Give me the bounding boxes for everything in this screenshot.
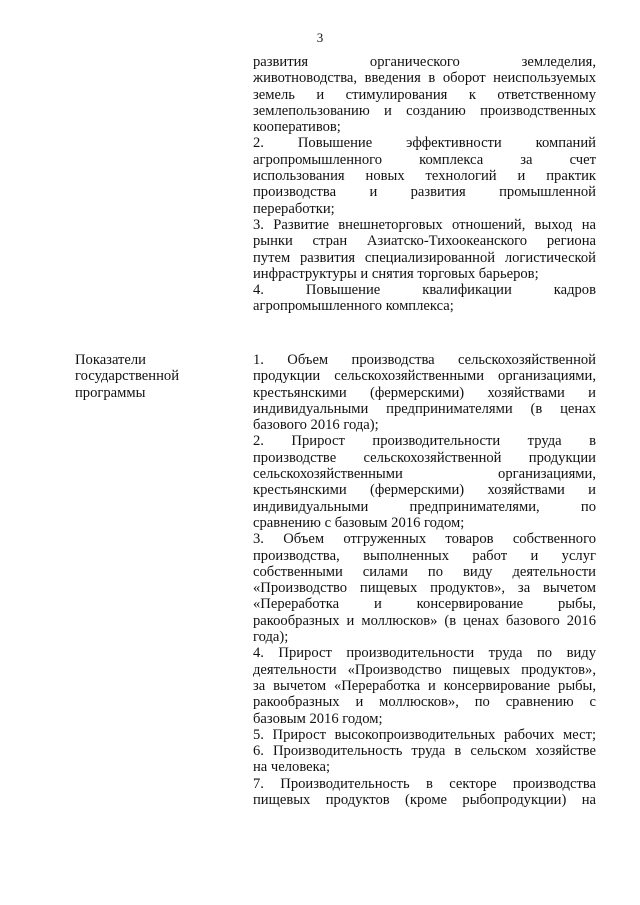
text-line: крестьянскими (фермерскими) хозяйствами и bbox=[253, 482, 596, 499]
text-line: ракообразных и моллюсков» (в ценах базового 2016 bbox=[253, 612, 596, 629]
text-line: года); bbox=[253, 629, 289, 646]
text-line: сравнению с базовым 2016 годом; bbox=[253, 514, 465, 531]
text-line: 3. Объем отгруженных товаров собственного bbox=[253, 531, 596, 548]
text-line: на человека; bbox=[253, 759, 331, 776]
text-line: индивидуальными предпринимателями (в ценах bbox=[253, 400, 596, 417]
label-line: программы bbox=[75, 384, 146, 401]
text-line: производстве сельскохозяйственной продукции bbox=[253, 449, 596, 466]
text-line: кооперативов; bbox=[253, 119, 341, 136]
text-line: путем развития специализированной логистической bbox=[253, 249, 596, 266]
text-line: 6. Производительность труда в сельском хозяйстве bbox=[253, 743, 596, 760]
text-line: 2. Прирост производительности труда в bbox=[253, 433, 596, 450]
goals-continuation bbox=[253, 54, 596, 315]
text-line: производства и развития промышленной bbox=[253, 184, 596, 201]
text-line: деятельности «Производство пищевых продуктов», bbox=[253, 661, 596, 678]
text-line: 4. Повышение квалификации кадров bbox=[253, 282, 596, 299]
text-line: 7. Производительность в секторе производства bbox=[253, 775, 596, 792]
text-line: 2. Повышение эффективности компаний bbox=[253, 135, 596, 152]
text-line: развития органического земледелия, bbox=[253, 54, 596, 70]
text-line: агропромышленного комплекса; bbox=[253, 298, 454, 315]
text-line: крестьянскими (фермерскими) хозяйствами и bbox=[253, 384, 596, 401]
text-line: 5. Прирост высокопроизводительных рабочих мест; bbox=[253, 726, 596, 743]
text-line: инфраструктуры и снятия торговых барьеров; bbox=[253, 265, 539, 282]
text-line: 3. Развитие внешнеторговых отношений, выход на bbox=[253, 216, 596, 233]
text-line: земель и стимулирования к ответственному bbox=[253, 86, 596, 103]
label-line: Показатели bbox=[75, 352, 146, 368]
text-line: ракообразных и моллюсков», по сравнению с bbox=[253, 694, 596, 711]
text-line: за вычетом «Переработка и консервирование рыбы, bbox=[253, 677, 596, 694]
text-line: 4. Прирост производительности труда по виду bbox=[253, 645, 596, 662]
text-line: базового 2016 года); bbox=[253, 417, 379, 434]
text-line: собственными силами по виду деятельности bbox=[253, 563, 596, 580]
text-line: базовым 2016 годом; bbox=[253, 710, 383, 727]
text-line: землепользованию и созданию производственных bbox=[253, 102, 596, 119]
text-line: производства, выполненных работ и услуг bbox=[253, 547, 596, 564]
indicators-list bbox=[253, 352, 596, 808]
text-line: индивидуальными предпринимателями, по bbox=[253, 498, 596, 515]
label-line: государственной bbox=[75, 368, 180, 385]
page-number: 3 bbox=[316, 30, 324, 45]
text-line: рынки стран Азиатско-Тихоокеанского региона bbox=[253, 233, 596, 250]
text-line: животноводства, введения в оборот неиспользуемых bbox=[253, 70, 596, 87]
indicators-label bbox=[75, 352, 225, 401]
text-line: использования новых технологий и практик bbox=[253, 168, 596, 185]
text-line: агропромышленного комплекса за счет bbox=[253, 151, 596, 168]
text-line: «Производство пищевых продуктов», за вычетом bbox=[253, 580, 596, 597]
text-line: сельскохозяйственными организациями, bbox=[253, 466, 596, 483]
text-line: пищевых продуктов (кроме рыбопродукции) на bbox=[253, 792, 596, 809]
text-line: продукции сельскохозяйственными организациями, bbox=[253, 368, 596, 385]
text-line: «Переработка и консервирование рыбы, bbox=[253, 596, 596, 613]
text-line: 1. Объем производства сельскохозяйственной bbox=[253, 352, 596, 368]
text-line: переработки; bbox=[253, 200, 335, 217]
